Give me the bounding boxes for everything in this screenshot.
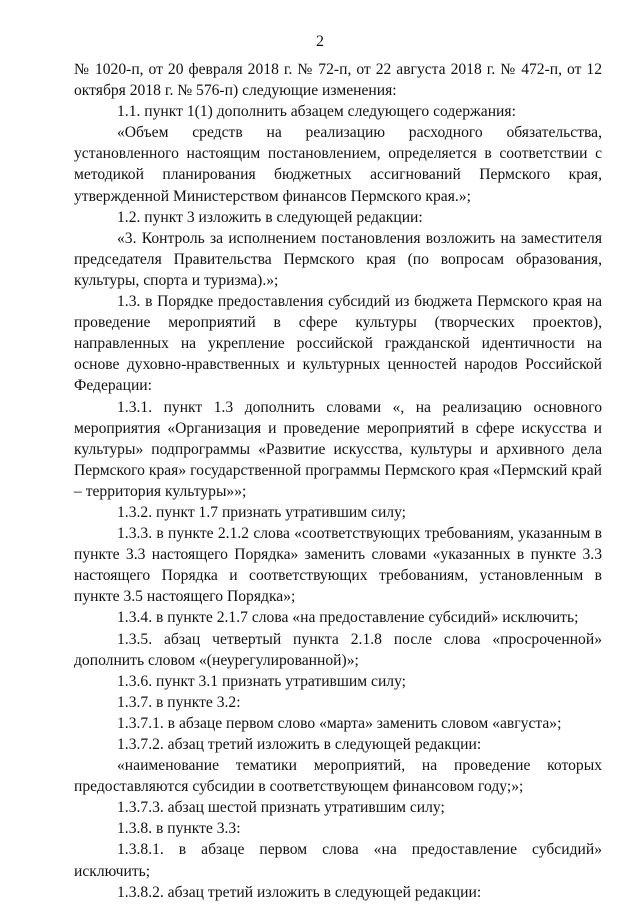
paragraph: 1.3.7.2. абзац третий изложить в следующей редакции: bbox=[117, 736, 482, 753]
paragraph: «Объем средств на реализацию расходного обязательства, установленного настоящим постановлением, определяется в соответствии с методикой планирования бюджетных ассигнований Пермского края, утвержденной Министерством финансов Пермского края.»; bbox=[74, 124, 602, 205]
page-number: 2 bbox=[316, 33, 324, 50]
paragraph: 1.3.8. в пункте 3.3: bbox=[117, 820, 241, 838]
paragraph: 1.3.7.3. абзац шестой признать утратившим силу; bbox=[117, 799, 445, 817]
paragraph: 1.3.6. пункт 3.1 признать утратившим силу; bbox=[117, 672, 407, 690]
paragraph: 1.3.7.1. в абзаце первом слово «марта» заменить словом «августа»; bbox=[117, 714, 562, 732]
paragraph: № 1020-п, от 20 февраля 2018 г. № 72-п, от 22 августа 2018 г. № 472-п, от 12 октября 2018 г. № 576-п) следующие изменения: bbox=[74, 61, 602, 100]
paragraph: 1.3.7. в пункте 3.2: bbox=[117, 693, 241, 711]
paragraph: 1.3.8.2. абзац третий изложить в следующей редакции: bbox=[117, 883, 482, 901]
paragraph: 1.3.5. абзац четвертый пункта 2.1.8 после слова «просроченной» дополнить словом «(неурегулированной)»; bbox=[74, 630, 602, 669]
paragraph: 1.1. пункт 1(1) дополнить абзацем следующего содержания: bbox=[117, 103, 516, 121]
document-body bbox=[74, 59, 602, 903]
paragraph: «3. Контроль за исполнением постановления возложить на заместителя председателя Правительства Пермского края (по вопросам образования, культуры, спорта и туризма).»; bbox=[74, 229, 602, 289]
paragraph: 1.3. в Порядке предоставления субсидий из бюджета Пермского края на проведение мероприятий в сфере культуры (творческих проектов), направленных на укрепление российской гражданской идентичности на основе духовно-нравственных и культурных ценностей народов Российской Федерации: bbox=[74, 293, 602, 395]
paragraph: «наименование тематики мероприятий, на проведение которых предоставляются субсидии в соответствующем финансовом году;»; bbox=[74, 757, 602, 796]
paragraph: 1.2. пункт 3 изложить в следующей редакции: bbox=[117, 208, 423, 226]
paragraph: 1.3.1. пункт 1.3 дополнить словами «, на реализацию основного мероприятия «Организация и проведение мероприятий в сфере искусства и культуры» подпрограммы «Развитие искусства, культуры и архивного дела Пермского края» государственной программы Пермского края «Пермский край – территория культуры»»; bbox=[74, 398, 602, 500]
paragraph: 1.3.3. в пункте 2.1.2 слова «соответствующих требованиям, указанным в пункте 3.3 настоящего Порядка» заменить словами «указанных в пункте 3.3 настоящего Порядка и соответствующих требованиям, установленным в пункте 3.5 настоящего Порядка»; bbox=[74, 525, 602, 606]
paragraph: 1.3.2. пункт 1.7 признать утратившим силу; bbox=[117, 503, 407, 521]
paragraph: 1.3.4. в пункте 2.1.7 слова «на предоставление субсидий» исключить; bbox=[117, 609, 579, 627]
paragraph: 1.3.8.1. в абзаце первом слова «на предоставление субсидий» исключить; bbox=[74, 841, 602, 880]
